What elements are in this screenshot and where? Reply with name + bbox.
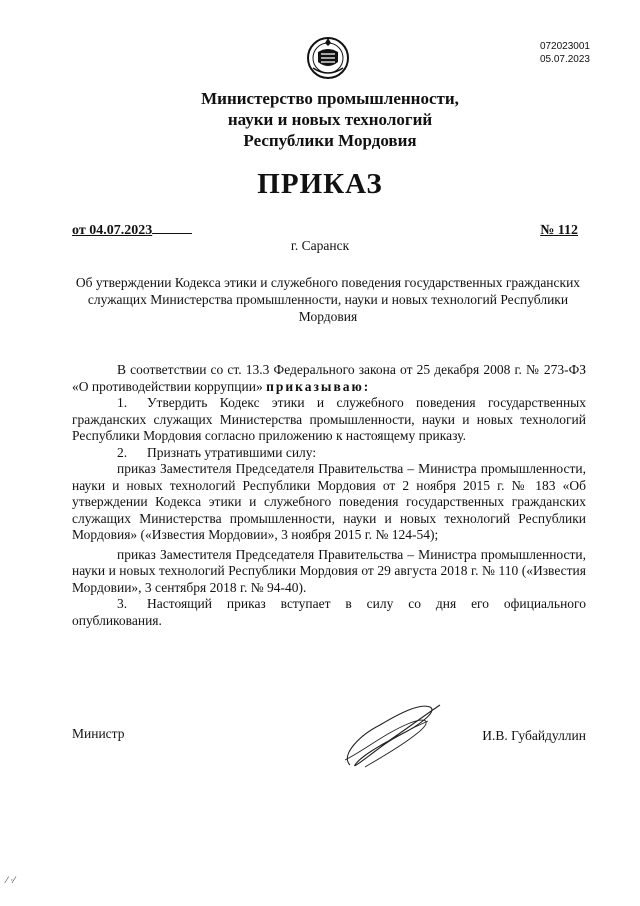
order-title: ПРИКАЗ (257, 168, 383, 200)
item-1-number: 1. (117, 395, 128, 410)
order-subject: Об утверждении Кодекса этики и служебного поведения государственных гражданских служащих Министерства промышленности, науки и новых технологий Республики Мордовия (75, 275, 581, 324)
preamble: В соответствии со ст. 13.3 Федерального закона от 25 декабря 2008 г. № 273-ФЗ «О противодействии коррупции» (72, 362, 586, 394)
handwritten-signature (330, 695, 450, 775)
order-number: № 112 (540, 223, 578, 238)
ministry-header (150, 88, 510, 151)
item-3 (72, 596, 586, 629)
ministry-line-3: Республики Мордовия (243, 131, 417, 150)
doc-date: 05.07.2023 (539, 54, 590, 65)
item-1-text: Утвердить Кодекс этики и служебного поведения государственных гражданских служащих Министерства промышленности, науки и новых технологий Республики Мордовия согласно приложению к настоящему приказу. (72, 395, 586, 443)
doc-id: 072023001 (539, 41, 590, 52)
item-2-text: Признать утратившими силу: (147, 444, 317, 460)
scan-corner-marks: ⁄ ·⁄ (6, 876, 15, 886)
item-2-sub-1: приказ Заместителя Председателя Правительства – Министра промышленности, науки и новых технологий Республики Мордовия от 2 ноября 2015 г. № 183 «Об утверждении Кодекса этики и служебного поведения государственных гражданских служащих Министерства промышленности, науки и новых технологий Республики Мордовия» («Известия Мордовии», 3 ноября 2015 г. № 124-54); (72, 461, 586, 542)
date-underline (152, 232, 192, 234)
item-1 (72, 395, 586, 445)
item-3-text: Настоящий приказ вступает в силу со дня его официального опубликования. (72, 596, 586, 628)
ministry-line-2: науки и новых технологий (227, 110, 433, 129)
order-date-block (72, 223, 192, 239)
document-registration-id (540, 40, 590, 66)
order-word: приказываю: (266, 378, 371, 394)
ministry-line-1: Министерство промышленности, (201, 89, 459, 108)
preamble-paragraph (72, 362, 586, 395)
city: г. Саранск (290, 238, 350, 253)
item-3-number: 3. (117, 596, 128, 611)
order-date: от 04.07.2023 (72, 223, 153, 238)
order-body (72, 362, 586, 629)
item-2-sub-2: приказ Заместителя Председателя Правительства – Министра промышленности, науки и новых технологий Республики Мордовия от 29 августа 2018 г. № 110 («Известия Мордовии», 3 сентября 2018 г. № 94-40). (72, 546, 586, 595)
signer-title: Министр (72, 726, 125, 741)
item-2 (72, 445, 586, 462)
coat-of-arms-emblem (305, 34, 351, 80)
signer-name: И.В. Губайдуллин (482, 728, 586, 743)
item-2-number: 2. (117, 444, 128, 460)
